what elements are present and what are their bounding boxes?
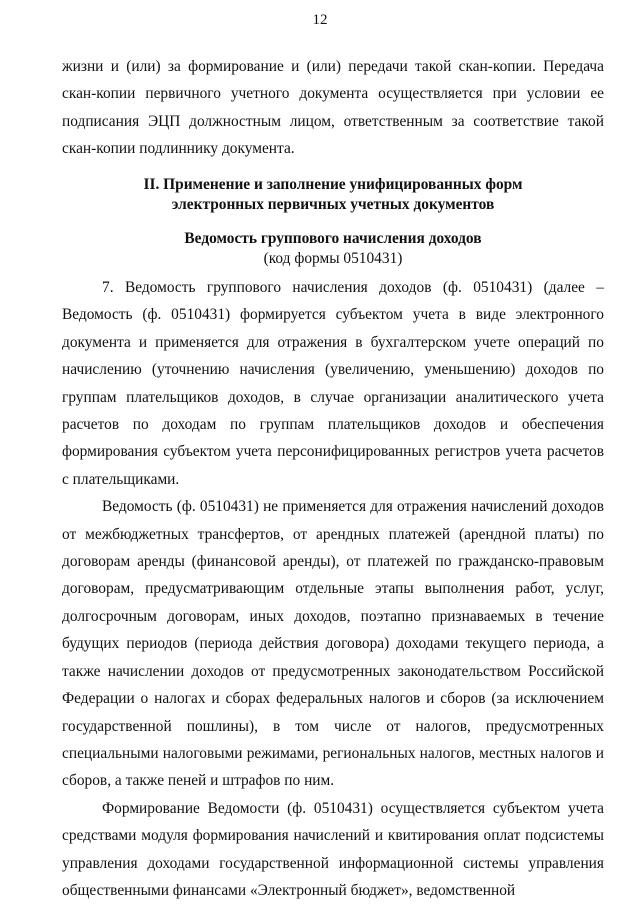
paragraph-7: 7. Ведомость группового начисления доходов (ф. 0510431) (далее – Ведомость (ф. 0510431) формируется субъектом учета в виде электронного документа и применяется для отражения в бухгалтерском учете операций по начислению (уточнению начисления (увеличению, уменьшению) доходов по группам плательщиков доходов, в случае организации аналитического учета расчетов по доходам по группам плательщиков доходов и обеспечения формирования субъектом учета персонифицированных регистров учета расчетов с плательщиками.: [62, 279, 604, 488]
page-number: 12: [312, 12, 328, 28]
intro-paragraph-block: [62, 53, 604, 163]
intro-paragraph: жизни и (или) за формирование и (или) передачи такой скан-копии. Передача скан-копии первичного учетного документа осуществляется при условии ее подписания ЭЦП должностным лицом, ответственным за соответствие такой скан-копии подлиннику документа.: [62, 58, 604, 158]
subsection-form-code: (код формы 0510431): [263, 250, 403, 267]
section-heading: [62, 175, 604, 215]
paragraph-exclusions: Ведомость (ф. 0510431) не применяется для отражения начислений доходов от межбюджетных трансфертов, от арендных платежей (арендной платы) по договорам аренды (финансовой аренды), от платежей по гражданско-правовым договорам, предусматривающим отдельные этапы выполнения работ, услуг, долгосрочным договорам, иных доходов, поэтапно признаваемых в течение будущих периодов (периода действия договора) доходами текущего периода, а также начислении доходов от предусмотренных законодательством Российской Федерации о налогах и сборах федеральных налогов и сборов (за исключением государственной пошлины), в том числе от налогов, предусмотренных специальными налоговыми режимами, региональных налогов, местных налогов и сборов, а также пеней и штрафов по ним.: [62, 498, 604, 790]
main-body: [62, 274, 604, 904]
subsection-heading: [62, 229, 604, 269]
section-heading-line-1: II. Применение и заполнение унифицированных форм: [143, 176, 523, 193]
paragraph-formation: Формирование Ведомости (ф. 0510431) осуществляется субъектом учета средствами модуля формирования начислений и квитирования оплат подсистемы управления доходами государственной информационной системы управления общественными финансами «Электронный бюджет», ведомственной: [62, 799, 604, 899]
section-heading-line-2: электронных первичных учетных документов: [171, 196, 495, 213]
subsection-title: Ведомость группового начисления доходов: [184, 230, 482, 247]
